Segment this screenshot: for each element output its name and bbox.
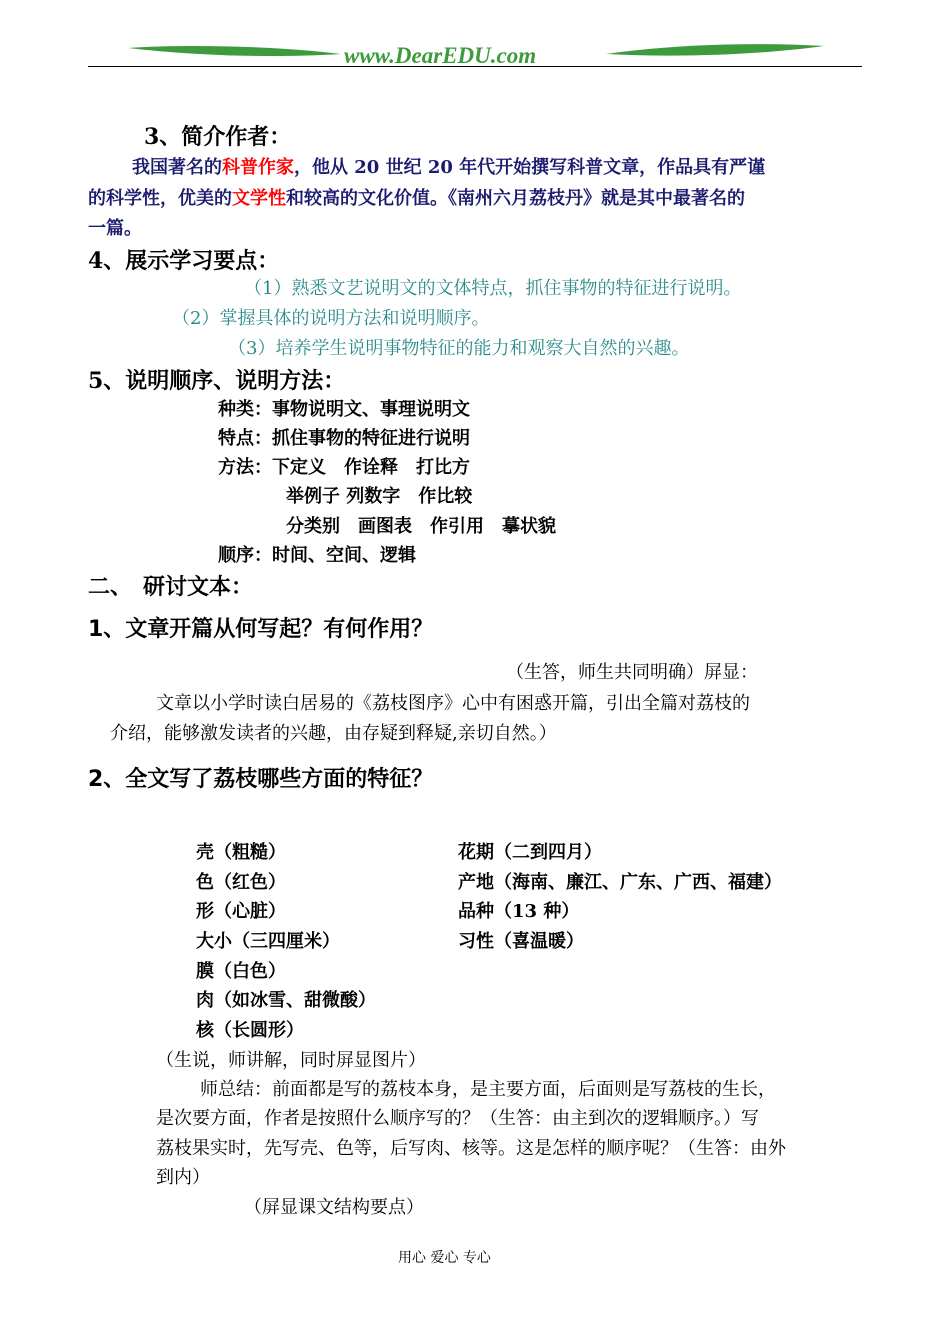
feature-item: 产地（海南、廉江、广东、广西、福建） — [458, 872, 782, 893]
question-2-note: （生说，师讲解，同时屏显图片） — [156, 1050, 426, 1071]
question-1-note: （生答，师生共同明确）屏显： — [506, 662, 758, 683]
feature-item: 核（长圆形） — [196, 1020, 304, 1041]
feature-item: 肉（如冰雪、甜微酸） — [196, 990, 376, 1011]
explanation-line: 顺序：时间、空间、逻辑 — [218, 545, 416, 566]
learning-point: （2）掌握具体的说明方法和说明顺序。 — [172, 308, 490, 329]
feature-item: 习性（喜温暖） — [458, 931, 584, 952]
feature-item: 壳（粗糙） — [196, 842, 286, 863]
feature-item: 花期（二到四月） — [458, 842, 602, 863]
text-segment: 和较高的文化价值。《南州六月荔枝丹》就是其中最著名的 — [286, 188, 745, 209]
summary-line: 荔枝果实时，先写壳、色等，后写肉、核等。这是怎样的顺序呢？（生答：由外 — [156, 1138, 786, 1159]
part2-title: 二、 研讨文本： — [88, 574, 254, 600]
header-logo — [126, 34, 826, 74]
text-segment: 我国著名的 — [132, 157, 222, 178]
summary-line: 师总结：前面都是写的荔枝本身，是主要方面，后面则是写荔枝的生长， — [200, 1079, 776, 1100]
learning-point: （1）熟悉文艺说明文的文体特点，抓住事物的特征进行说明。 — [244, 278, 742, 299]
explanation-line: 分类别 画图表 作引用 摹状貌 — [286, 516, 556, 537]
header-rule — [88, 66, 862, 67]
highlight-keyword: 文学性 — [232, 188, 286, 209]
page-footer: 用心 爱心 专心 — [398, 1250, 491, 1266]
left-swoosh-icon — [128, 46, 341, 56]
question-1-title: 1、文章开篇从何写起？有何作用？ — [88, 617, 434, 642]
section3-line3: 一篇。 — [88, 218, 142, 239]
feature-item: 膜（白色） — [196, 961, 286, 982]
highlight-keyword: 科普作家 — [222, 157, 294, 178]
summary-line: 是次要方面，作者是按照什么顺序写的？（生答：由主到次的逻辑顺序。）写 — [156, 1108, 759, 1129]
section5-title: 5、说明顺序、说明方法： — [88, 368, 346, 394]
text-segment: ，他从 20 世纪 20 年代开始撰写科普文章，作品具有严谨 — [294, 157, 766, 178]
logo-text: www.DearEDU.com — [344, 43, 537, 68]
closing-note: （屏显课文结构要点） — [244, 1197, 424, 1218]
explanation-line: 举例子 列数字 作比较 — [286, 486, 473, 507]
feature-item: 品种（13 种） — [458, 901, 580, 922]
feature-item: 色（红色） — [196, 872, 286, 893]
explanation-line: 种类：事物说明文、事理说明文 — [218, 399, 470, 420]
text-segment: 的科学性，优美的 — [88, 188, 232, 209]
summary-line: 到内） — [156, 1167, 210, 1188]
right-swoosh-icon — [606, 44, 824, 56]
section4-title: 4、展示学习要点： — [88, 248, 280, 274]
learning-point: （3）培养学生说明事物特征的能力和观察大自然的兴趣。 — [228, 338, 690, 359]
question-1-answer-line: 介绍，能够激发读者的兴趣，由存疑到释疑,亲切自然。） — [110, 723, 557, 744]
feature-item: 大小（三四厘米） — [196, 931, 340, 952]
section3-title: 3、简介作者： — [144, 124, 292, 150]
feature-item: 形（心脏） — [196, 901, 286, 922]
question-2-title: 2、全文写了荔枝哪些方面的特征？ — [88, 767, 434, 792]
section3-line2 — [88, 184, 745, 210]
question-1-answer-line: 文章以小学时读白居易的《荔枝图序》心中有困惑开篇，引出全篇对荔枝的 — [156, 693, 750, 714]
section3-line1 — [132, 153, 765, 179]
explanation-line: 特点：抓住事物的特征进行说明 — [218, 428, 470, 449]
explanation-line: 方法：下定义 作诠释 打比方 — [218, 457, 470, 478]
